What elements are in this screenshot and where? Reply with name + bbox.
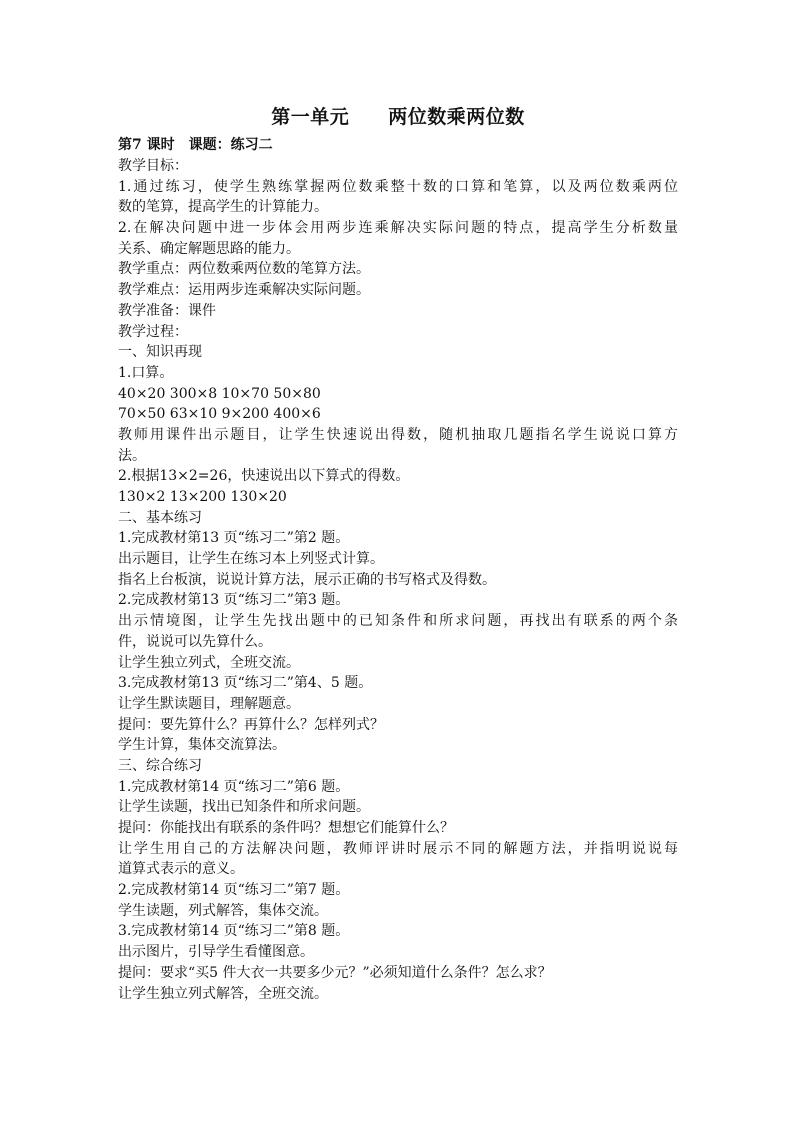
text-line: 出示图片，引导学生看懂图意。 [118, 944, 314, 961]
text-line: 教学难点：运用两步连乘解决实际问题。 [118, 282, 370, 299]
text-line: 1.完成教材第14 页“练习二”第6 题。 [118, 778, 350, 795]
text-line: 2.完成教材第13 页“练习二”第3 题。 [118, 592, 350, 609]
text-line: 2.在解决问题中进一步体会用两步连乘解决实际问题的特点，提高学生分析数量 [118, 220, 678, 237]
document-title: 第一单元 两位数乘两位数 [271, 106, 525, 128]
text-line: 2.完成教材第14 页“练习二”第7 题。 [118, 882, 350, 899]
text-line: 出示情境图，让学生先找出题中的已知条件和所求问题，再找出有联系的两个条 [118, 613, 678, 630]
text-line: 1.完成教材第13 页“练习二”第2 题。 [118, 530, 350, 547]
text-line: 数的笔算，提高学生的计算能力。 [118, 199, 328, 216]
section-heading: 三、综合练习 [118, 757, 202, 774]
text-line: 让学生读题，找出已知条件和所求问题。 [118, 799, 370, 816]
text-line: 40×20 300×8 10×70 50×80 [118, 385, 321, 402]
text-line: 2.根据13×2=26，快速说出以下算式的得数。 [118, 468, 410, 485]
text-line: 让学生默读题目，理解题意。 [118, 695, 300, 712]
text-line: 提问：要求“买5 件大衣一共要多少元？”必须知道什么条件？怎么求？ [118, 964, 552, 981]
text-line: 出示题目，让学生在练习本上列竖式计算。 [118, 551, 384, 568]
document-page [118, 103, 678, 1004]
text-line: 130×2 13×200 130×20 [118, 489, 287, 505]
text-line: 1.口算。 [118, 364, 174, 381]
text-line: 教学准备：课件 [118, 302, 216, 319]
text-line: 件，说说可以先算什么。 [118, 633, 272, 650]
text-line: 关系、确定解题思路的能力。 [118, 240, 300, 257]
text-line: 教师用课件出示题目，让学生快速说出得数，随机抽取几题指名学生说说口算方 [118, 426, 678, 443]
section-heading: 二、基本练习 [118, 509, 202, 526]
text-line: 教学过程： [118, 323, 188, 340]
section-heading: 一、知识再现 [118, 344, 202, 361]
text-line: 提问：要先算什么？再算什么？怎样列式？ [118, 716, 384, 733]
text-line: 学生计算，集体交流算法。 [118, 737, 286, 754]
text-line: 提问：你能找出有联系的条件吗？想想它们能算什么？ [118, 820, 454, 836]
text-line: 70×50 63×10 9×200 400×6 [118, 406, 321, 423]
text-line: 法。 [118, 447, 146, 464]
text-line: 道算式表示的意义。 [118, 861, 244, 878]
text-line: 3.完成教材第14 页“练习二”第8 题。 [118, 923, 350, 940]
text-line: 指名上台板演，说说计算方法，展示正确的书写格式及得数。 [118, 571, 496, 588]
text-line: 让学生独立列式解答，全班交流。 [118, 985, 328, 1002]
text-line: 3.完成教材第13 页“练习二”第4、5 题。 [118, 675, 373, 692]
text-line: 让学生独立列式，全班交流。 [118, 654, 300, 671]
text-line: 教学重点：两位数乘两位数的笔算方法。 [118, 261, 370, 278]
text-line: 学生读题，列式解答，集体交流。 [118, 902, 328, 919]
text-line: 教学目标： [118, 158, 188, 174]
text-line: 1.通过练习，使学生熟练掌握两位数乘整十数的口算和笔算，以及两位数乘两位 [118, 178, 678, 195]
lesson-subtitle: 第7 课时 课题：练习二 [118, 137, 273, 153]
text-line: 让学生用自己的方法解决问题，教师评讲时展示不同的解题方法，并指明说说每 [118, 840, 678, 857]
